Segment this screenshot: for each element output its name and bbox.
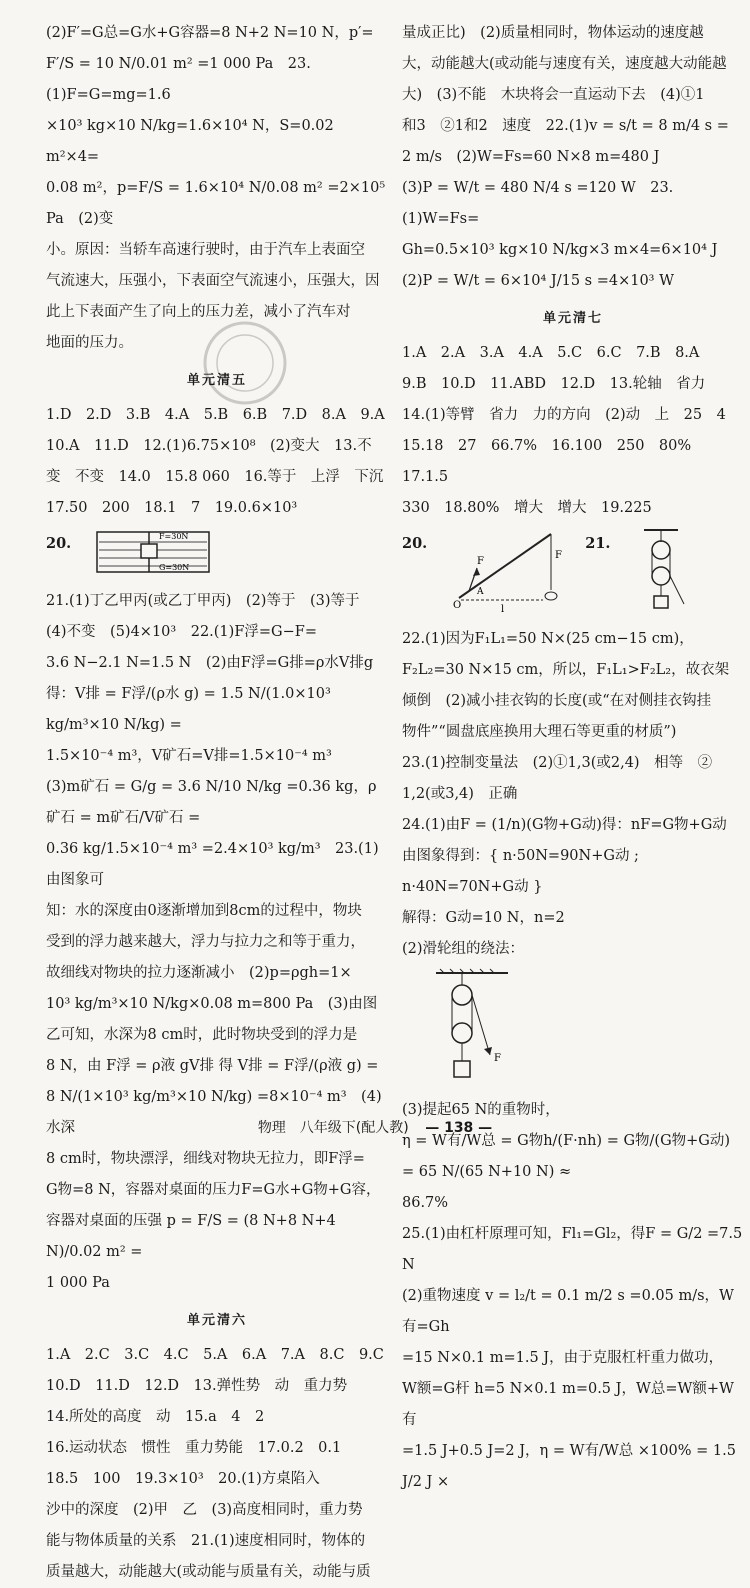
text-line: 能与物体质量的关系 21.(1)速度相同时，物体的 bbox=[46, 1533, 366, 1549]
text-line: 倾倒 (2)减小挂衣钩的长度(或“在对侧挂衣钩挂 bbox=[402, 693, 712, 709]
text-line: 0.08 m²，p=F/S = 1.6×10⁴ N/0.08 m² =2×10⁵ Pa (2)变 bbox=[46, 180, 386, 227]
text-line: 1 000 Pa bbox=[46, 1275, 110, 1291]
unit6-answers bbox=[46, 1340, 388, 1588]
text-line: 15.18 27 66.7% 16.100 250 80% 17.1.5 bbox=[402, 438, 706, 485]
text-line: =15 N×0.1 m=1.5 J，由于克服杠杆重力做功， bbox=[402, 1350, 724, 1366]
text-line: 解得：G动=10 N，n=2 bbox=[402, 910, 565, 926]
text-line: 此上下表面产生了向上的压力差，减小了汽车对 bbox=[46, 304, 351, 320]
text-line: (3)提起65 N的重物时， bbox=[402, 1102, 560, 1118]
unit-heading-7: 单元清七 bbox=[542, 311, 603, 326]
force-f1-label: F bbox=[477, 556, 485, 567]
text-line: 1,2(或3,4) 正确 bbox=[402, 786, 518, 802]
text-line: 18.5 100 19.3×10³ 20.(1)方桌陷入 bbox=[46, 1471, 320, 1487]
unit5-answers bbox=[46, 400, 388, 524]
text-line: 量成正比) (2)质量相同时，物体运动的速度越 bbox=[402, 25, 704, 41]
text-line: 地面的压力。 bbox=[46, 335, 133, 351]
unit7-answers bbox=[402, 338, 744, 524]
figure-24-pulley-winding bbox=[402, 969, 744, 1089]
pulley-system-diagram bbox=[432, 969, 512, 1085]
page-number: — 138 — bbox=[425, 1120, 493, 1136]
left-column bbox=[46, 18, 388, 1588]
figure-20-buoyancy bbox=[46, 528, 388, 580]
question-number: 21. bbox=[585, 535, 611, 552]
text-line: 物件”“圆盘底座换用大理石等更重的材质”) bbox=[402, 724, 677, 740]
text-line: 1.5×10⁻⁴ m³，V矿石=V排=1.5×10⁻⁴ m³ bbox=[46, 748, 332, 764]
text-line: 14.(1)等臂 省力 力的方向 (2)动 上 25 4 bbox=[402, 407, 726, 423]
text-line: (2)滑轮组的绕法： bbox=[402, 941, 525, 957]
text-line: 22.(1)因为F₁L₁=50 N×(25 cm−15 cm)， bbox=[402, 631, 694, 647]
text-line: 1.D 2.D 3.B 4.A 5.B 6.B 7.D 8.A 9.A bbox=[46, 407, 385, 423]
text-line: 23.(1)控制变量法 (2)①1,3(或2,4) 相等 ② bbox=[402, 755, 713, 771]
text-line: 9.B 10.D 11.ABD 12.D 13.轮轴 省力 bbox=[402, 376, 706, 392]
unit-heading-6: 单元清六 bbox=[186, 1313, 247, 1328]
text-line: (4)不变 (5)4×10³ 22.(1)F浮=G−F= bbox=[46, 624, 317, 640]
text-line: 8 cm时，物块漂浮，细线对物块无拉力，即F浮= bbox=[46, 1151, 365, 1167]
text-line: =1.5 J+0.5 J=2 J，η = W有/W总 ×100% = 1.5 J/2 J × bbox=[402, 1443, 736, 1490]
question-number: 20. bbox=[402, 535, 428, 552]
text-line: 大) (3)不能 木块将会一直运动下去 (4)①1 bbox=[402, 87, 705, 103]
force-down-label: G=30N bbox=[159, 563, 190, 572]
text-line: Gh=0.5×10³ kg×10 N/kg×3 m×4=6×10⁴ J bbox=[402, 242, 718, 258]
arm-l2-label: l bbox=[501, 604, 505, 615]
text-line: 14.所处的高度 动 15.a 4 2 bbox=[46, 1409, 265, 1425]
text-line: 8 N/(1×10³ kg/m³×10 N/kg) =8×10⁻⁴ m³ (4)水深 bbox=[46, 1089, 382, 1136]
footer-subject: 物理 八年级下(配人教) bbox=[257, 1120, 409, 1136]
point-a-label: A bbox=[477, 587, 484, 597]
text-line: 86.7% bbox=[402, 1195, 449, 1211]
pull-force-label: F bbox=[494, 1053, 501, 1064]
text-line: 乙可知，水深为8 cm时，此时物块受到的浮力是 bbox=[46, 1027, 358, 1043]
pulley-block-diagram bbox=[634, 528, 694, 614]
text-line: (3)P = W/t = 480 N/4 s =120 W 23.(1)W=Fs= bbox=[402, 180, 674, 227]
text-line: 气流速大，压强小，下表面空气流速小，压强大，因 bbox=[46, 273, 380, 289]
text-line: 10.D 11.D 12.D 13.弹性势 动 重力势 bbox=[46, 1378, 348, 1394]
unit7-answers-final bbox=[402, 1095, 744, 1498]
unit-heading-5: 单元清五 bbox=[186, 373, 247, 388]
text-line: 由图象得到：{ n·50N=90N+G动 ; n·40N=70N+G动 } bbox=[402, 848, 639, 895]
text-line: (2)重物速度 v = l₂/t = 0.1 m/2 s =0.05 m/s，W有=Gh bbox=[402, 1288, 734, 1335]
text-line: 16.运动状态 惯性 重力势能 17.0.2 0.1 bbox=[46, 1440, 342, 1456]
text-line: (3)m矿石 = G/g = 3.6 N/10 N/kg =0.36 kg，ρ矿石 = m矿石/V矿石 = bbox=[46, 779, 377, 826]
text-line: 受到的浮力越来越大，浮力与拉力之和等于重力， bbox=[46, 934, 365, 950]
text-line: 3.6 N−2.1 N=1.5 N (2)由F浮=G排=ρ水V排g bbox=[46, 655, 374, 671]
text-line: 25.(1)由杠杆原理可知，Fl₁=Gl₂，得F = G/2 =7.5 N bbox=[402, 1226, 743, 1273]
text-line: 8 N，由 F浮 = ρ液 gV排 得 V排 = F浮/(ρ液 g) = bbox=[46, 1058, 379, 1074]
question-number: 20. bbox=[46, 535, 72, 552]
text-line: 和3 ②1和2 速度 22.(1)v = s/t = 8 m/4 s = bbox=[402, 118, 729, 134]
force-f2-label: F bbox=[555, 550, 563, 561]
unit5-answers-continued bbox=[46, 586, 388, 1299]
buoyancy-diagram bbox=[95, 528, 215, 576]
right-column bbox=[402, 18, 744, 1498]
text-line: 容器对桌面的压强 p = F/S = (8 N+8 N+4 N)/0.02 m² = bbox=[46, 1213, 336, 1260]
text-line: 1.A 2.C 3.C 4.C 5.A 6.A 7.A 8.C 9.C bbox=[46, 1347, 384, 1363]
text-line: 10³ kg/m³×10 N/kg×0.08 m=800 Pa (3)由图 bbox=[46, 996, 378, 1012]
text-line: η = W有/W总 = G物h/(F·nh) = G物/(G物+G动) = 65 N/(65 N+10 N) ≈ bbox=[402, 1133, 731, 1180]
fishing-rod-lever-diagram bbox=[451, 528, 561, 614]
text-line: F₂L₂=30 N×15 cm，所以，F₁L₁>F₂L₂，故衣架 bbox=[402, 662, 730, 678]
text-line: 21.(1)丁乙甲丙(或乙丁甲丙) (2)等于 (3)等于 bbox=[46, 593, 360, 609]
text-line: 小。原因：当轿车高速行驶时，由于汽车上表面空 bbox=[46, 242, 365, 258]
text-line: 得：V排 = F浮/(ρ水 g) = 1.5 N/(1.0×10³ kg/m³×10 N/kg) = bbox=[46, 686, 331, 733]
text-line: G物=8 N，容器对桌面的压力F=G水+G物+G容， bbox=[46, 1182, 381, 1198]
text-line: 1.A 2.A 3.A 4.A 5.C 6.C 7.B 8.A bbox=[402, 345, 700, 361]
text-line: 大，动能越大(或动能与速度有关，速度越大动能越 bbox=[402, 56, 727, 72]
text-line: ×10³ kg×10 N/kg=1.6×10⁴ N，S=0.02 m²×4= bbox=[46, 118, 334, 165]
text-line: 17.50 200 18.1 7 19.0.6×10³ bbox=[46, 500, 298, 516]
text-line: 变 不变 14.0 15.8 060 16.等于 上浮 下沉 bbox=[46, 469, 384, 485]
text-line: (2)P = W/t = 6×10⁴ J/15 s =4×10³ W bbox=[402, 273, 675, 289]
text-line: 2 m/s (2)W=Fs=60 N×8 m=480 J bbox=[402, 149, 660, 165]
text-line: 10.A 11.D 12.(1)6.75×10⁸ (2)变大 13.不 bbox=[46, 438, 372, 454]
unit7-answers-continued bbox=[402, 624, 744, 965]
text-line: 0.36 kg/1.5×10⁻⁴ m³ =2.4×10³ kg/m³ 23.(1)由图象可 bbox=[46, 841, 379, 888]
text-line: (2)F′=G总=G水+G容器=8 N+2 N=10 N，p′= bbox=[46, 25, 374, 41]
text-line: F′/S = 10 N/0.01 m² =1 000 Pa 23.(1)F=G=mg=1.6 bbox=[46, 56, 311, 103]
text-line: 故细线对物块的拉力逐渐减小 (2)p=ρgh=1× bbox=[46, 965, 352, 981]
pivot-label: O bbox=[453, 600, 462, 611]
text-line: 质量越大，动能越大(或动能与质量有关，动能与质 bbox=[46, 1564, 371, 1580]
text-line: 沙中的深度 (2)甲 乙 (3)高度相同时，重力势 bbox=[46, 1502, 363, 1518]
left-intro bbox=[46, 18, 388, 359]
right-intro bbox=[402, 18, 744, 297]
page-footer bbox=[0, 1117, 750, 1137]
text-line: 330 18.80% 增大 增大 19.225 bbox=[402, 500, 652, 516]
force-up-label: F=30N bbox=[159, 532, 189, 541]
text-line: 24.(1)由F = (1/n)(G物+G动)得：nF=G物+G动 bbox=[402, 817, 727, 833]
figures-20-21 bbox=[402, 528, 744, 618]
text-line: W额=G杆 h=5 N×0.1 m=0.5 J，W总=W额+W有 bbox=[402, 1381, 734, 1428]
text-line: 知：水的深度由0逐渐增加到8cm的过程中，物块 bbox=[46, 903, 362, 919]
